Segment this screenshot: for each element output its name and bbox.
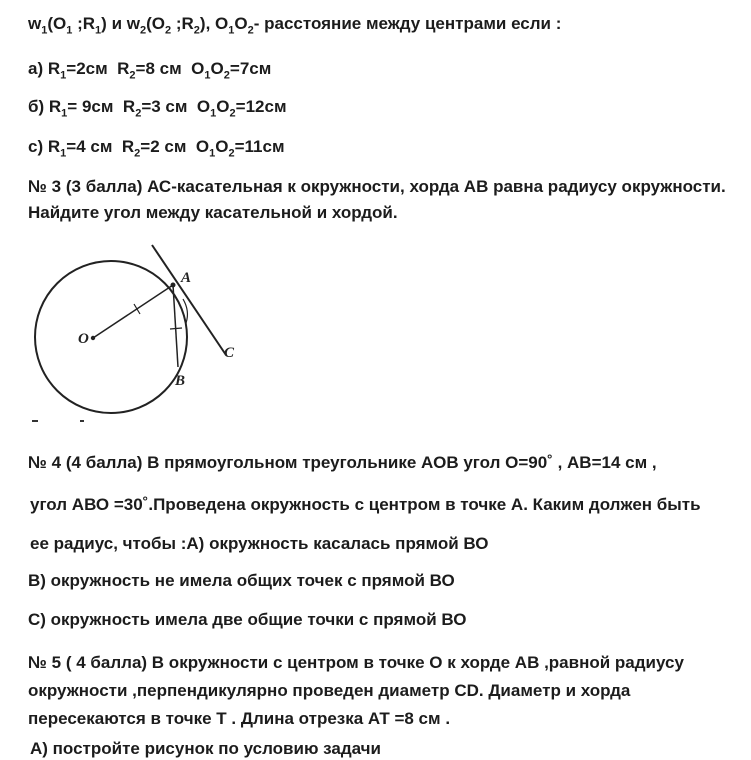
- geometry-figure: [18, 245, 258, 405]
- label-o: O: [78, 331, 89, 347]
- label-a: A: [181, 270, 192, 286]
- problem4-line5: С) окружность имела две общие точки с прямой ВО: [28, 610, 467, 629]
- label-c: C: [224, 345, 235, 361]
- stray-mark: [80, 420, 84, 422]
- case-c: с) $R_1=4$ см $R_2=2$ см $O_1O_2=11см$: [28, 137, 285, 160]
- problem4-line2: угол АВО =30˚.Проведена окружность с центром в точке А. Каким должен быть: [30, 495, 701, 514]
- point-a: [171, 283, 176, 288]
- tangent-line-ac: [152, 245, 226, 355]
- problem4-line1: № 4 (4 балла) В прямоугольном треугольнике АОВ угол О=90˚ , АВ=14 см ,: [28, 453, 657, 472]
- case-b: б) $R_1= 9см$ $R_2=3$ см $O_1O_2=12см$: [28, 97, 287, 120]
- circles-definition: $w_1(O_1$ $;R_1$) и $w_2(O_2$ $;R_2$), $O_1O_2-$ расстояние между центрами если :: [28, 14, 562, 37]
- problem5-line4-cropped: А) постройте рисунок по условию задачи: [30, 739, 382, 758]
- tick-mark: [170, 328, 182, 329]
- problem3-line1: № 3 (3 балла) АС-касательная к окружности, хорда АВ равна радиусу окружности.: [28, 177, 726, 196]
- problem5-line1: № 5 ( 4 балла) В окружности с центром в точке О к хорде АВ ,равной радиусу: [28, 653, 684, 672]
- label-b: B: [175, 373, 186, 389]
- problem5-line3: пересекаются в точке Т . Длина отрезка АТ =8 см .: [28, 709, 451, 728]
- center-point: [91, 336, 95, 340]
- stray-mark: [32, 420, 38, 422]
- problem4-line3: ее радиус, чтобы :А) окружность касалась прямой ВО: [30, 534, 489, 553]
- radius-oa: [93, 285, 173, 338]
- tick-mark: [134, 304, 140, 314]
- problem5-line2: окружности ,перпендикулярно проведен диаметр CD. Диаметр и хорда: [28, 681, 631, 700]
- problem3-line2: Найдите угол между касательной и хордой.: [28, 203, 398, 222]
- circle: [35, 261, 187, 413]
- case-a: а) $R_1=2см$ $R_2=8$ см $O_1O_2=7см$: [28, 59, 272, 82]
- problem4-line4: В) окружность не имела общих точек с прямой ВО: [28, 571, 455, 590]
